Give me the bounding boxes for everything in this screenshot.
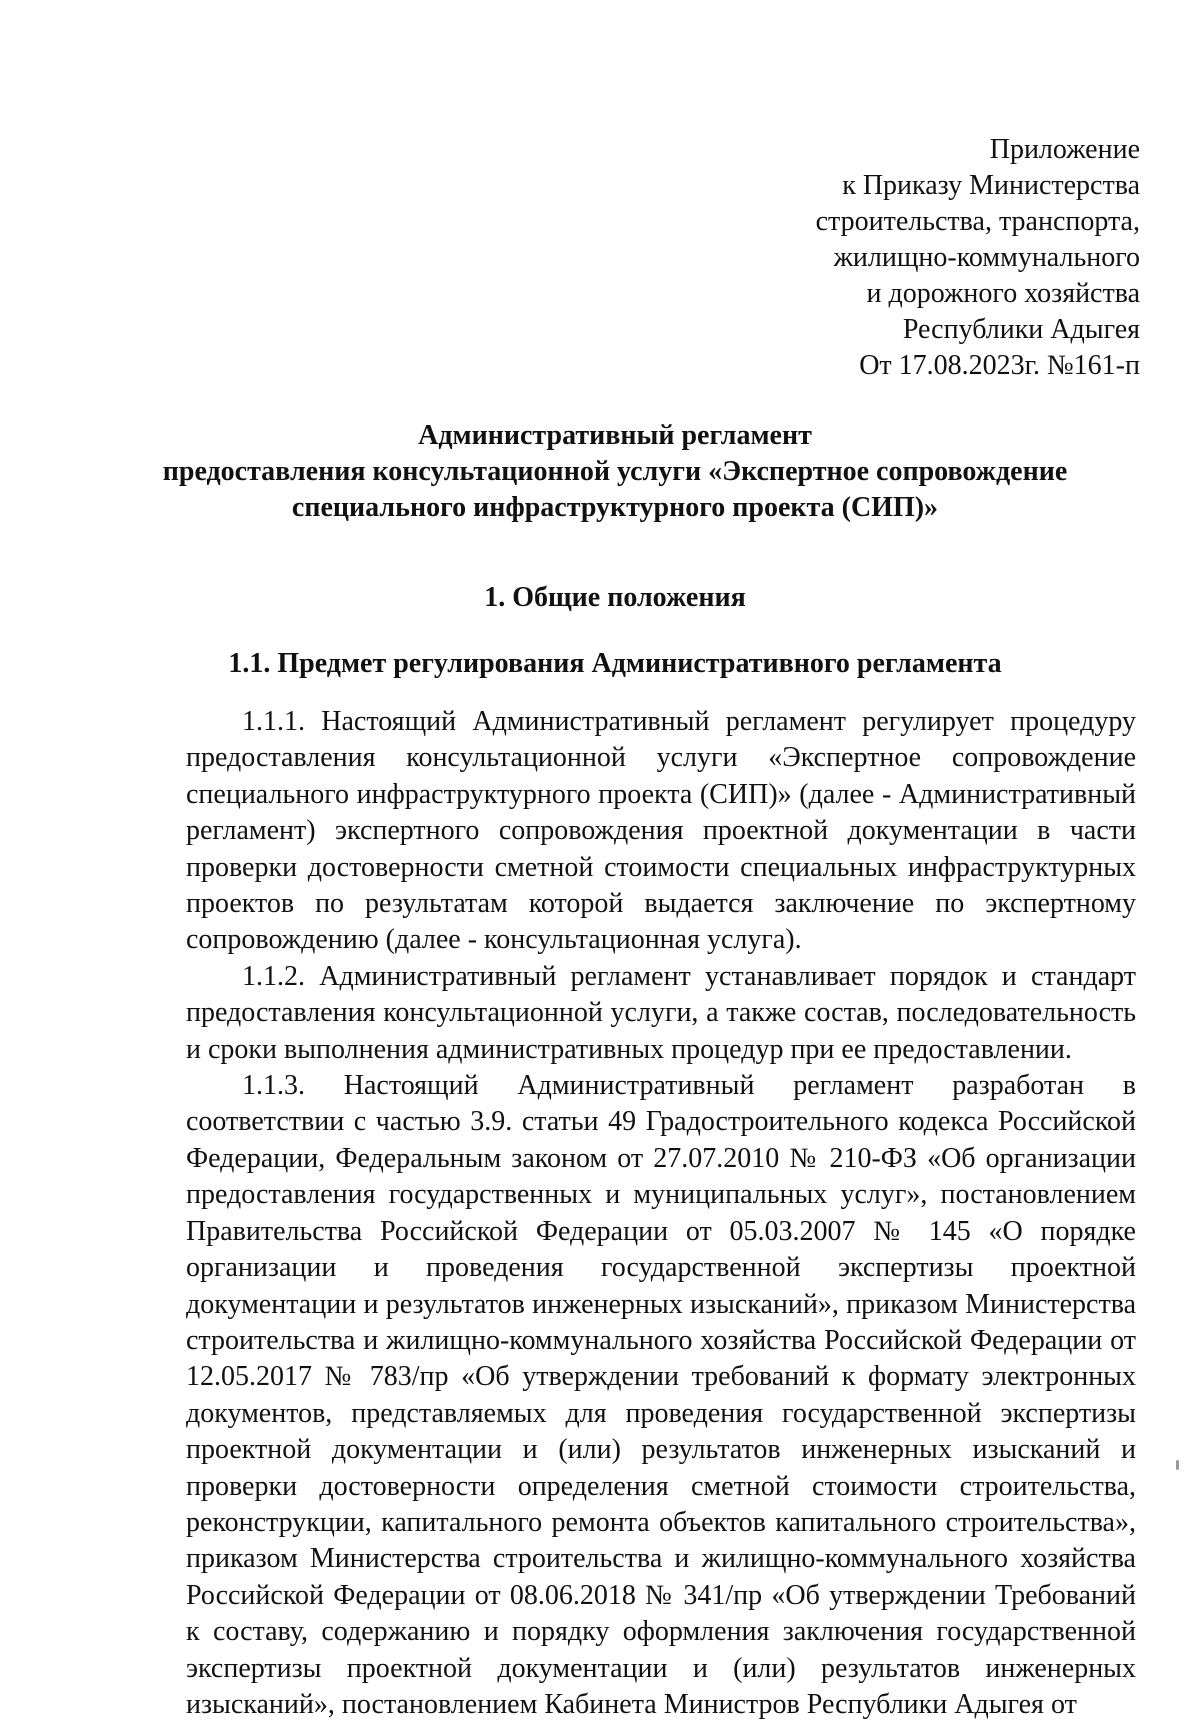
appendix-line: строительства, транспорта, (815, 206, 1140, 237)
paragraph: 1.1.3. Настоящий Административный регламент разработан в соответствии с частью 3.9. статьи 49 Градостроительного кодекса Российской Федерации, Федеральным законом от 27.07.2010 № 210-ФЗ «Об организации предоставления государственных и муниципальных услуг», постановлением Правительства Российской Федерации от 05.03.2007 № 145 «О порядке организации и проведения государственной экспертизы проектной документации и результатов инженерных изысканий», приказом Министерства строительства и жилищно-коммунального хозяйства Российской Федерации от 12.05.2017 № 783/пр «Об утверждении требований к формату электронных документов, представляемых для проведения государственной экспертизы проектной документации и (или) результатов инженерных изысканий и проверки достоверности определения сметной стоимости строительства, реконструкции, капитального ремонта объектов капитального строительства», приказом Министерства строительства и жилищно-коммунального хозяйства Российской Федерации от 08.06.2018 № 341/пр «Об утверждении Требований к составу, содержанию и порядку оформления заключения государственной экспертизы проектной документации и (или) результатов инженерных изысканий», постановлением Кабинета Министров Республики Адыгея от (186, 1070, 1136, 1720)
section-heading: 1. Общие положения (484, 582, 746, 613)
body-text (186, 704, 1136, 1723)
title-line: предоставления консультационной услуги «Экспертное сопровождение (162, 456, 1068, 487)
appendix-line: Республики Адыгея (902, 314, 1140, 345)
paragraph: 1.1.2. Административный регламент устанавливает порядок и стандарт предоставления консультационной услуги, а также состав, последовательность и сроки выполнения административных процедур при ее предоставлении. (186, 960, 1136, 1065)
document-title (150, 418, 1080, 526)
paragraph: 1.1.1. Настоящий Административный регламент регулирует процедуру предоставления консультационной услуги «Экспертное сопровождение специального инфраструктурного проекта (СИП)» (далее - Административный регламент) экспертного сопровождения проектной документации в части проверки достоверности сметной стоимости специальных инфраструктурных проектов по результатам которой выдается заключение по экспертному сопровождению (далее - консультационная услуга). (186, 706, 1136, 956)
appendix-line: к Приказу Министерства (842, 170, 1140, 201)
appendix-line: и дорожного хозяйства (866, 278, 1140, 309)
appendix-line: жилищно-коммунального (833, 242, 1140, 273)
appendix-order-date-number: От 17.08.2023г. №161-п (859, 350, 1140, 381)
title-line: Административный регламент (418, 420, 812, 451)
subsection-heading: 1.1. Предмет регулирования Административного регламента (228, 648, 1002, 679)
scan-artifact (1176, 1460, 1179, 1470)
title-line: специального инфраструктурного проекта (СИП)» (291, 492, 939, 523)
appendix-block (580, 132, 1140, 384)
appendix-line: Приложение (989, 134, 1140, 165)
